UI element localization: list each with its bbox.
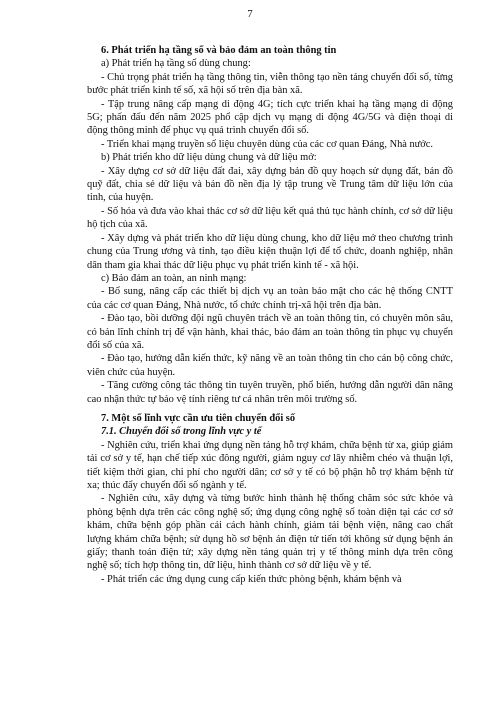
paragraph: a) Phát triển hạ tầng số dùng chung: [101, 58, 251, 70]
paragraph: - Phát triển các ứng dụng cung cấp kiến thức phòng bệnh, khám bệnh và [101, 573, 402, 585]
paragraph: - Tập trung nâng cấp mạng di động 4G; tích cực triển khai hạ tầng mạng di động 5G; phấn đấu đến năm 2025 phổ cập dịch vụ mạng di động 4G/5G và điện thoại di động thông minh để phục vụ quá trình chuyển đổi số. [87, 98, 453, 137]
paragraph: - Bổ sung, nâng cấp các thiết bị dịch vụ an toàn bảo mật cho các hệ thống CNTT của các cơ quan Đảng, Nhà nước, tổ chức chính trị-xã hội trên địa bàn. [87, 286, 453, 311]
subsection-heading-health: 7.1. Chuyển đổi số trong lĩnh vực y tế [101, 426, 262, 438]
paragraph: - Nghiên cứu, xây dựng và từng bước hình thành hệ thống chăm sóc sức khỏe và phòng bệnh dựa trên các công nghệ số; ứng dụng công nghệ số toàn diện tại các cơ sở khám, chữa bệnh góp phần cải cách hành chính, giảm tải bệnh viện, nâng cao chất lượng khám chữa bệnh; sử dụng hồ sơ bệnh án điện tử tiến tới không sử dụng bệnh án giấy; thanh toán điện tử; xây dựng nền tảng quản trị y tế thông minh dựa trên công nghệ số; tích hợp thông tin, dữ liệu, hình thành cơ sở dữ liệu về y tế. [87, 493, 453, 572]
paragraph: - Đào tạo, hướng dẫn kiến thức, kỹ năng về an toàn thông tin cho cán bộ công chức, viên chức của huyện. [87, 353, 453, 378]
document-body [87, 44, 453, 586]
paragraph: c) Bảo đảm an toàn, an ninh mạng: [101, 272, 247, 284]
paragraph: - Nghiên cứu, triển khai ứng dụng nền tảng hỗ trợ khám, chữa bệnh từ xa, giúp giảm tải cơ sở y tế, hạn chế tiếp xúc đông người, giảm nguy cơ lây nhiễm chéo và thuận lợi, tiết kiệm thời gian, chi phí cho người dân; cơ sở y tế có bộ phận hỗ trợ khám bệnh từ xa; thúc đẩy chuyển đổi số ngành y tế. [87, 439, 453, 491]
paragraph: - Tăng cường công tác thông tin tuyên truyền, phổ biến, hướng dẫn người dân nâng cao nhận thức tự bảo vệ tính riêng tư cá nhân trên môi trường số. [87, 380, 453, 405]
section-heading-infrastructure: 6. Phát triển hạ tầng số và bảo đảm an toàn thông tin [101, 45, 337, 56]
paragraph: b) Phát triển kho dữ liệu dùng chung và dữ liệu mở: [101, 152, 317, 164]
paragraph: - Triển khai mạng truyền số liệu chuyên dùng của các cơ quan Đảng, Nhà nước. [101, 138, 434, 150]
paragraph: - Chủ trọng phát triển hạ tầng thông tin, viễn thông tạo nền tảng chuyển đổi số, từng bước phát triển kinh tế số, xã hội số trên địa bàn xã. [87, 71, 453, 97]
section-heading-priority-fields: 7. Một số lĩnh vực cần ưu tiên chuyển đổi số [101, 412, 296, 424]
paragraph: - Xây dựng và phát triển kho dữ liệu dùng chung, kho dữ liệu mở theo chương trình chung của Trung ương và tỉnh, tạo điều kiện thuận lợi để tổ chức, doanh nghiệp, nhân dân tham gia khai thác dữ liệu phục vụ phát triển kinh tế - xã hội. [87, 232, 453, 271]
paragraph: - Đào tạo, bồi dưỡng đội ngũ chuyên trách về an toàn thông tin, có chuyên môn sâu, có bản lĩnh chính trị để vận hành, khai thác, bảo đảm an toàn thông tin phục vụ chuyển đổi số của xã. [87, 313, 453, 351]
paragraph: - Số hóa và đưa vào khai thác cơ sở dữ liệu kết quả thủ tục hành chính, cơ sở dữ liệu hộ tịch của xã. [87, 205, 453, 231]
paragraph: - Xây dựng cơ sở dữ liệu đất đai, xây dựng bản đồ quy hoạch sử dụng đất, bản đồ quỹ đất, chia sẻ dữ liệu và bản đồ nền địa lý tập trung về Trung tâm dữ liệu lớn của tỉnh, của huyện. [87, 165, 453, 204]
page-number: 7 [247, 8, 253, 20]
